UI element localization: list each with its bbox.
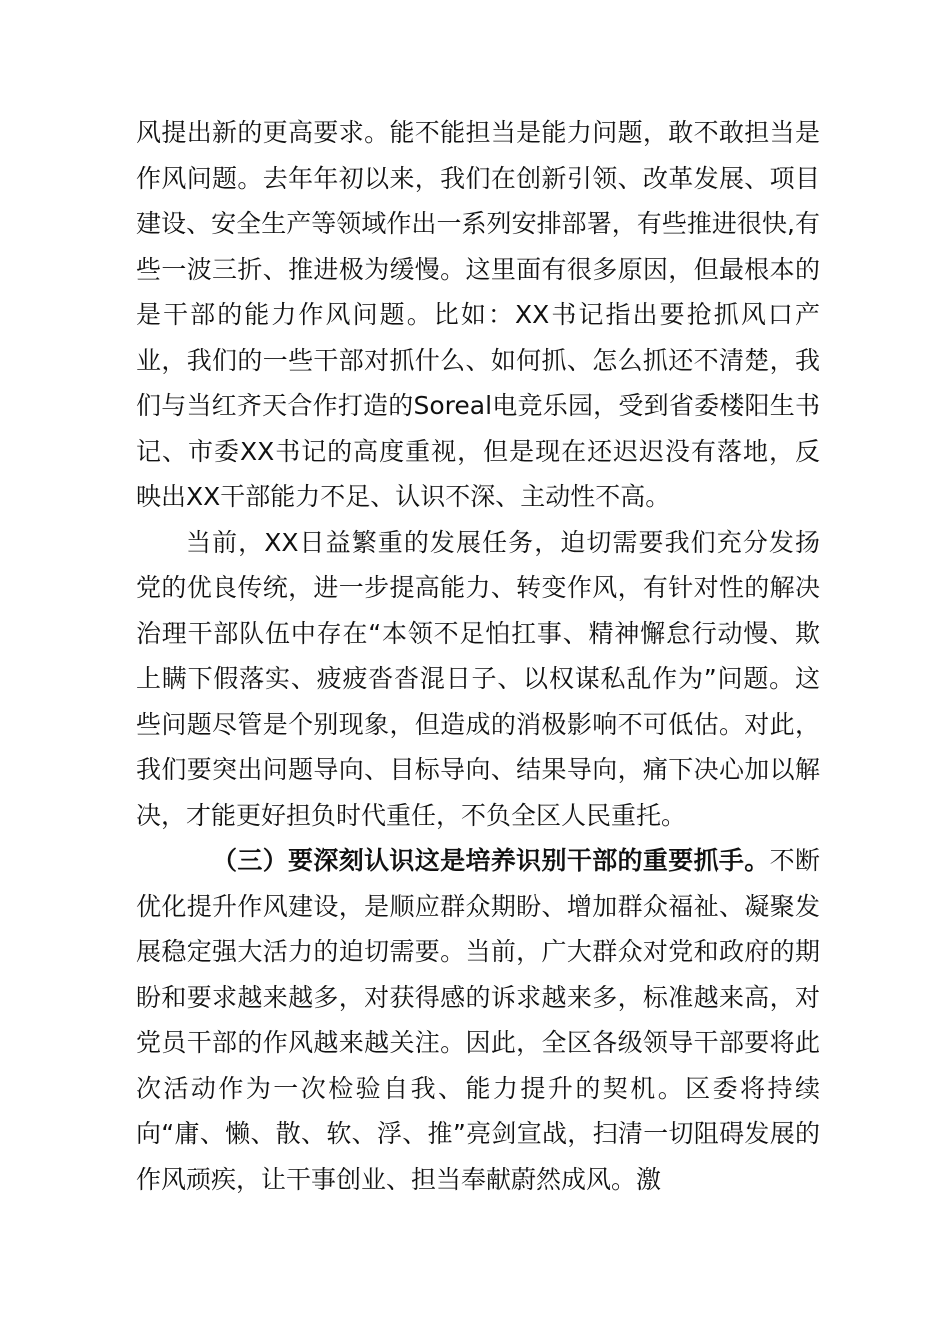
paragraph-1: 风提出新的更高要求。能不能担当是能力问题，敢不敢担当是作风问题。去年年初以来，我们在创新引领、改革发展、项目建设、安全生产等领域作出一系列安排部署，有些推进很快,有些一波三折、推进极为缓慢。这里面有很多原因，但最根本的是干部的能力作风问题。比如：XX书记指出要抢抓风口产业，我们的一些干部对抓什么、如何抓、怎么抓还不清楚，我们与当红齐天合作打造的Soreal电竞乐园，受到省委楼阳生书记、市委XX书记的高度重视，但是现在还迟迟没有落地，反映出XX干部能力不足、认识不深、主动性不高。 <box>136 118 820 511</box>
paragraph-3-text: 不断优化提升作风建设，是顺应群众期盼、增加群众福祉、凝聚发展稳定强大活力的迫切需要。当前，广大群众对党和政府的期盼和要求越来越多，对获得感的诉求越来多，标准越来高，对党员干部的作风越来越关注。因此，全区各级领导干部要将此次活动作为一次检验自我、能力提升的契机。区委将持续向“庸、懒、散、软、浮、推”亮剑宣战，扫清一切阻碍发展的作风顽疾，让干事创业、担当奉献蔚然成风。激 <box>136 846 820 1194</box>
paragraph-3 <box>136 838 820 1202</box>
document-body <box>136 110 820 1202</box>
paragraph-2: 当前，XX日益繁重的发展任务，迫切需要我们充分发扬党的优良传统，进一步提高能力、转变作风，有针对性的解决治理干部队伍中存在“本领不足怕扛事、精神懈怠行动慢、欺上瞒下假落实、疲疲沓沓混日子、以权谋私乱作为”问题。这些问题尽管是个别现象，但造成的消极影响不可低估。对此，我们要突出问题导向、目标导向、结果导向，痛下决心加以解决，才能更好担负时代重任，不负全区人民重托。 <box>136 527 820 830</box>
section-heading: （三）要深刻认识这是培养识别干部的重要抓手。 <box>212 846 770 875</box>
